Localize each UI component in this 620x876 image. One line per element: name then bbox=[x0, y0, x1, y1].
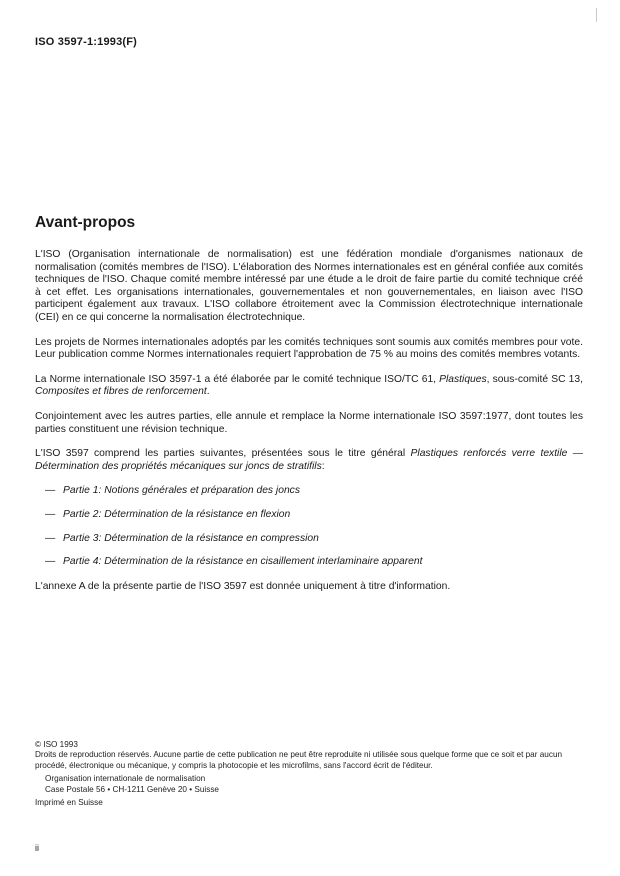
general-title: Plastiques renforcés verre textile — Détermination des propriétés mécaniques sur joncs de stratifils bbox=[35, 448, 583, 472]
page-title: Avant-propos bbox=[35, 214, 136, 231]
dash-bullet: — bbox=[45, 508, 56, 520]
edge-mark bbox=[596, 8, 597, 22]
paragraph-iso-intro: L'ISO (Organisation internationale de normalisation) est une fédération mondiale d'organismes nationaux de normalisation (comités membres de l'ISO). L'élaboration des Normes internationales est en général confiée aux comités techniques de l'ISO. Chaque comité membre intéressé par une étude a le droit de faire partie du comité technique créé à cet effet. Les organisations internationales, gouvernementales et non gouvernementales, en liaison avec l'ISO participent également aux travaux. L'ISO collabore étroitement avec la Commission électrotechnique internationale (CEI) en ce qui concerne la normalisation électrotechnique. bbox=[35, 249, 583, 323]
copyright-rights: Droits de reproduction réservés. Aucune partie de cette publication ne peut être reproduite ni utilisée sous quelque forme que ce soit et par aucun procédé, électronique ou mécanique, y compris la photocopie et les microfilms, sans l'accord écrit de l'éditeur. bbox=[35, 750, 563, 770]
printed-in: Imprimé en Suisse bbox=[35, 798, 103, 808]
parts-intro-text: L'ISO 3597 comprend les parties suivantes, présentées sous le titre général bbox=[35, 448, 411, 460]
subcommittee-name: Composites et fibres de renforcement bbox=[35, 386, 207, 398]
paragraph-voting: Les projets de Normes internationales adoptés par les comités techniques sont soumis aux comités membres pour vote. Leur publication comme Normes internationales requiert l'approbation de 75 % au moins des comités membres votants. bbox=[35, 336, 583, 361]
paragraph-annex: L'annexe A de la présente partie de l'ISO 3597 est donnée uniquement à titre d'information. bbox=[35, 580, 451, 592]
committee-text-3: . bbox=[206, 386, 210, 398]
committee-name: Plastiques bbox=[439, 373, 487, 385]
list-item bbox=[35, 533, 583, 546]
list-item bbox=[35, 485, 583, 498]
parts-list bbox=[35, 485, 583, 568]
committee-text-1: La Norme internationale ISO 3597-1 a été élaborée par le comité technique ISO/TC 61, bbox=[35, 373, 440, 385]
part-title: Partie 1: Notions générales et préparation des joncs bbox=[63, 485, 300, 497]
copyright-block bbox=[35, 740, 583, 808]
dash-bullet: — bbox=[45, 532, 56, 544]
copyright-year: © ISO 1993 bbox=[35, 740, 78, 749]
paragraph-committee bbox=[35, 374, 583, 399]
foreword-body bbox=[35, 249, 583, 605]
paragraph-parts-intro bbox=[35, 448, 583, 473]
committee-text-2: , sous-comité SC 13, bbox=[486, 373, 583, 385]
parts-intro-colon: : bbox=[321, 460, 325, 472]
org-address: Case Postale 56 • CH-1211 Genève 20 • Suisse bbox=[45, 784, 219, 794]
part-title: Partie 4: Détermination de la résistance en cisaillement interlaminaire apparent bbox=[63, 556, 423, 568]
org-block bbox=[45, 774, 583, 795]
org-name: Organisation internationale de normalisation bbox=[45, 774, 206, 784]
dash-bullet: — bbox=[45, 556, 56, 568]
part-title: Partie 2: Détermination de la résistance en flexion bbox=[63, 508, 291, 520]
list-item bbox=[35, 556, 583, 569]
paragraph-replacement: Conjointement avec les autres parties, elle annule et remplace la Norme internationale ISO 3597:1977, dont toutes les parties constituent une révision technique. bbox=[35, 410, 583, 435]
dash-bullet: — bbox=[45, 485, 56, 497]
document-id: ISO 3597-1:1993(F) bbox=[35, 36, 138, 48]
page-number: ii bbox=[35, 843, 39, 853]
list-item bbox=[35, 509, 583, 522]
part-title: Partie 3: Détermination de la résistance en compression bbox=[63, 532, 319, 544]
